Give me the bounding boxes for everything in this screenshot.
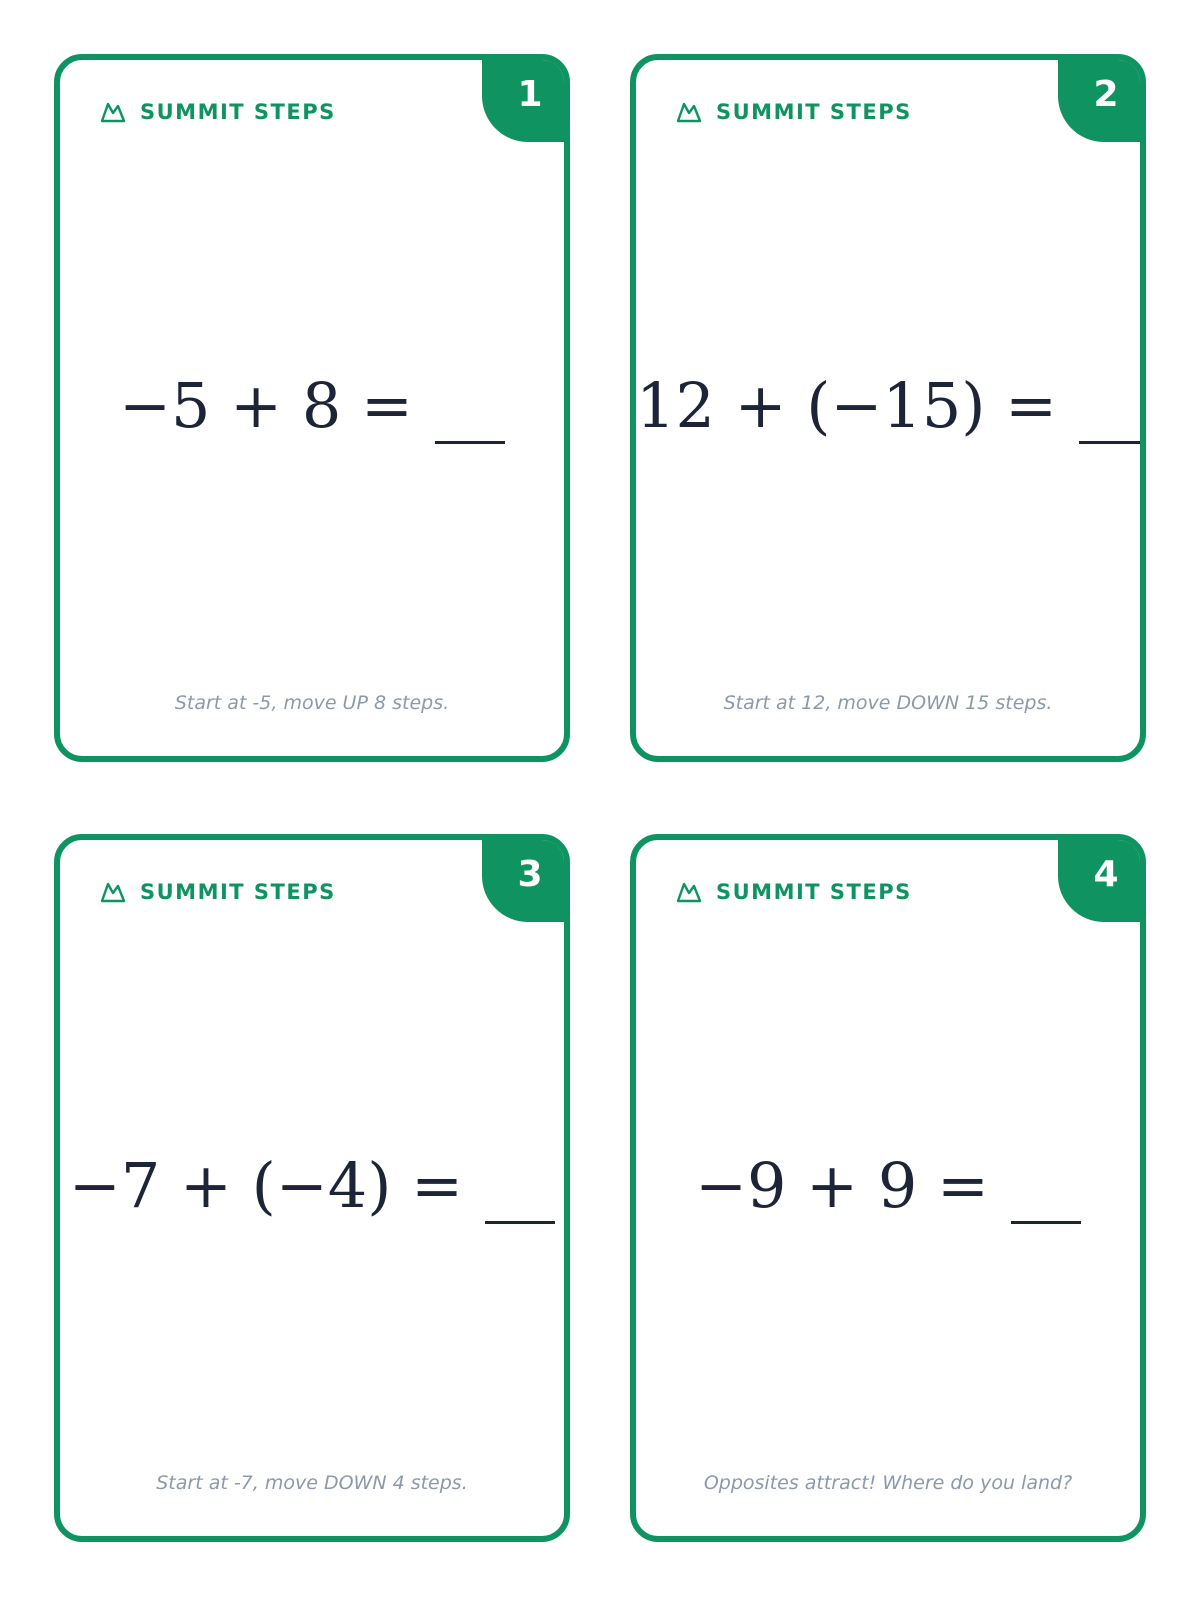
hint-text: Start at -7, move DOWN 4 steps. bbox=[156, 1472, 468, 1494]
brand-header bbox=[100, 100, 336, 124]
brand-header bbox=[100, 880, 336, 904]
mountain-icon bbox=[100, 880, 126, 904]
equation-text: −7 + (−4) = bbox=[68, 1148, 464, 1222]
card-number-badge: 1 bbox=[482, 54, 570, 142]
answer-blank[interactable] bbox=[485, 1191, 555, 1224]
hint-text: Start at -5, move UP 8 steps. bbox=[174, 692, 450, 714]
mountain-icon bbox=[100, 100, 126, 124]
brand-label: SUMMIT STEPS bbox=[140, 100, 336, 124]
equation bbox=[60, 360, 564, 450]
brand-header bbox=[676, 100, 912, 124]
hint-text: Opposites attract! Where do you land? bbox=[703, 1472, 1073, 1494]
hint-text: Start at 12, move DOWN 15 steps. bbox=[723, 692, 1053, 714]
card-number-badge: 3 bbox=[482, 834, 570, 922]
problem-card-4 bbox=[630, 834, 1146, 1542]
equation-text: 12 + (−15) = bbox=[636, 368, 1058, 442]
answer-blank[interactable] bbox=[1011, 1191, 1081, 1224]
equation-text: −9 + 9 = bbox=[695, 1148, 989, 1222]
mountain-icon bbox=[676, 880, 702, 904]
equation bbox=[636, 1140, 1140, 1230]
card-number-badge: 2 bbox=[1058, 54, 1146, 142]
problem-card-2 bbox=[630, 54, 1146, 762]
brand-label: SUMMIT STEPS bbox=[716, 880, 912, 904]
answer-blank[interactable] bbox=[1079, 411, 1140, 444]
problem-card-1 bbox=[54, 54, 570, 762]
brand-header bbox=[676, 880, 912, 904]
card-number-badge: 4 bbox=[1058, 834, 1146, 922]
equation bbox=[636, 360, 1140, 450]
brand-label: SUMMIT STEPS bbox=[140, 880, 336, 904]
brand-label: SUMMIT STEPS bbox=[716, 100, 912, 124]
mountain-icon bbox=[676, 100, 702, 124]
equation bbox=[60, 1140, 564, 1230]
equation-text: −5 + 8 = bbox=[119, 368, 413, 442]
answer-blank[interactable] bbox=[435, 411, 505, 444]
problem-card-3 bbox=[54, 834, 570, 1542]
